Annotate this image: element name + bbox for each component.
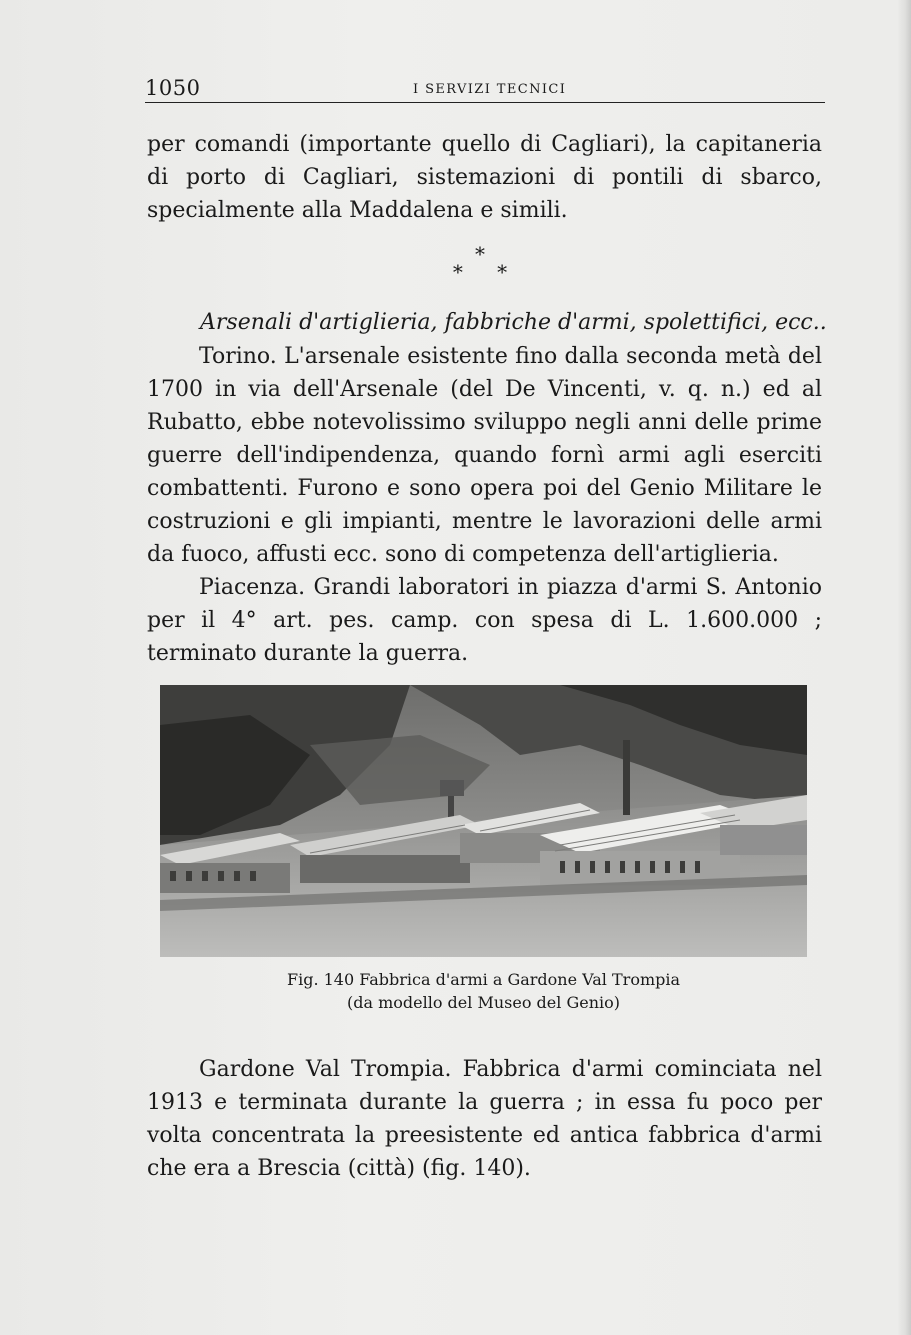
page-number: 1050 <box>145 76 201 100</box>
intro-paragraph: per comandi (importante quello di Cagliari), la capitaneria di porto di Cagliari, sistemazioni di pontili di sbarco, specialmente alla Maddalena e simili. <box>147 132 822 223</box>
section-heading: Arsenali d'artiglieria, fabbriche d'armi, spolettifici, ecc.. <box>200 310 827 335</box>
torino-paragraph: Torino. L'arsenale esistente fino dalla seconda metà del 1700 in via dell'Arsenale (del De Vincenti, v. q. n.) ed al Rubatto, ebbe notevolissimo sviluppo negli anni delle prime guerre dell'indipendenza, quando fornì armi agli eserciti combattenti. Furono e sono opera poi del Genio Militare le costruzioni e gli impianti, mentre le lavorazioni delle armi da fuoco, affusti ecc. sono di competenza dell'artiglieria. <box>147 344 822 567</box>
intro-paragraph-block <box>147 128 822 227</box>
page-edge-shadow <box>897 0 911 1335</box>
figure-caption-line2: (da modello del Museo del Genio) <box>346 993 621 1012</box>
asterism-top: * <box>475 242 485 266</box>
piacenza-paragraph: Piacenza. Grandi laboratori in piazza d'armi S. Antonio per il 4° art. pes. camp. con spesa di L. 1.600.000 ; terminato durante la guerra. <box>147 575 822 666</box>
factory-photograph <box>160 685 807 957</box>
running-head <box>145 72 825 103</box>
asterism <box>430 242 530 295</box>
body-paragraphs <box>147 340 822 670</box>
figure-caption-line1: Fig. 140 Fabbrica d'armi a Gardone Val Trompia <box>286 970 681 989</box>
factory-illustration <box>160 685 807 957</box>
running-head-title: I SERVIZI TECNICI <box>413 82 567 97</box>
asterism-bottom: * * <box>452 260 522 284</box>
gardone-paragraph-block <box>147 1053 822 1185</box>
gardone-paragraph: Gardone Val Trompia. Fabbrica d'armi cominciata nel 1913 e terminata durante la guerra ; in essa fu poco per volta concentrata la preesistente ed antica fabbrica d'armi che era a Brescia (città) (fig. 140). <box>147 1057 822 1181</box>
